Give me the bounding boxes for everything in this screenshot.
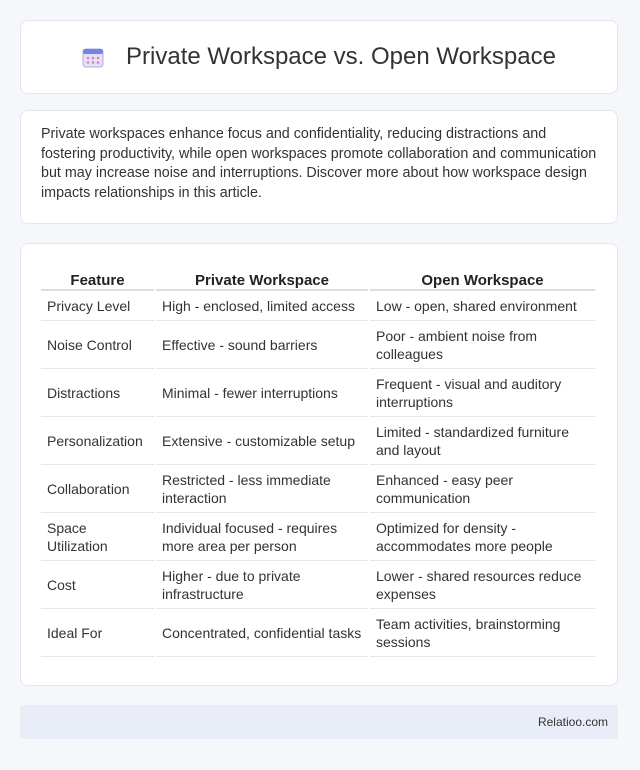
table-row (41, 321, 595, 369)
table-row (41, 369, 595, 417)
table-row (41, 291, 595, 321)
table-cell: Collaboration (41, 465, 154, 513)
table-cell: High - enclosed, limited access (156, 291, 368, 321)
column-header: Private Workspace (156, 264, 368, 291)
table-cell: Optimized for density - accommodates more people (370, 513, 595, 561)
table-cell: Restricted - less immediate interaction (156, 465, 368, 513)
table-cell: Poor - ambient noise from colleagues (370, 321, 595, 369)
table-cell: Limited - standardized furniture and layout (370, 417, 595, 465)
table-cell: Individual focused - requires more area per person (156, 513, 368, 561)
intro-text: Private workspaces enhance focus and confidentiality, reducing distractions and fostering productivity, while open workspaces promote collaboration and communication but may increase noise and interruptions. Discover more about how workspace design impacts relationships in this article. (41, 126, 597, 201)
table-cell: Space Utilization (41, 513, 154, 561)
footer-brand[interactable]: Relatioo.com (537, 715, 608, 729)
table-cell: Low - open, shared environment (370, 291, 595, 321)
table-row (41, 513, 595, 561)
table-row (41, 417, 595, 465)
table-cell: Higher - due to private infrastructure (156, 561, 368, 609)
calendar-icon (82, 46, 104, 68)
table-cell: Minimal - fewer interruptions (156, 369, 368, 417)
table-cell: Extensive - customizable setup (156, 417, 368, 465)
table-row (41, 609, 595, 657)
table-cell: Enhanced - easy peer communication (370, 465, 595, 513)
comparison-table-card (20, 243, 618, 686)
table-cell: Noise Control (41, 321, 154, 369)
title-card (20, 20, 618, 94)
table-row (41, 465, 595, 513)
page-title: Private Workspace vs. Open Workspace (126, 43, 556, 70)
table-header-row (41, 264, 595, 291)
table-cell: Distractions (41, 369, 154, 417)
table-cell: Privacy Level (41, 291, 154, 321)
footer (20, 705, 618, 739)
comparison-table (39, 264, 597, 657)
table-cell: Frequent - visual and auditory interruptions (370, 369, 595, 417)
table-cell: Cost (41, 561, 154, 609)
table-cell: Concentrated, confidential tasks (156, 609, 368, 657)
table-cell: Team activities, brainstorming sessions (370, 609, 595, 657)
table-cell: Lower - shared resources reduce expenses (370, 561, 595, 609)
table-cell: Effective - sound barriers (156, 321, 368, 369)
column-header: Open Workspace (370, 264, 595, 291)
table-row (41, 561, 595, 609)
table-cell: Personalization (41, 417, 154, 465)
table-cell: Ideal For (41, 609, 154, 657)
column-header: Feature (41, 264, 154, 291)
intro-card (20, 110, 618, 224)
